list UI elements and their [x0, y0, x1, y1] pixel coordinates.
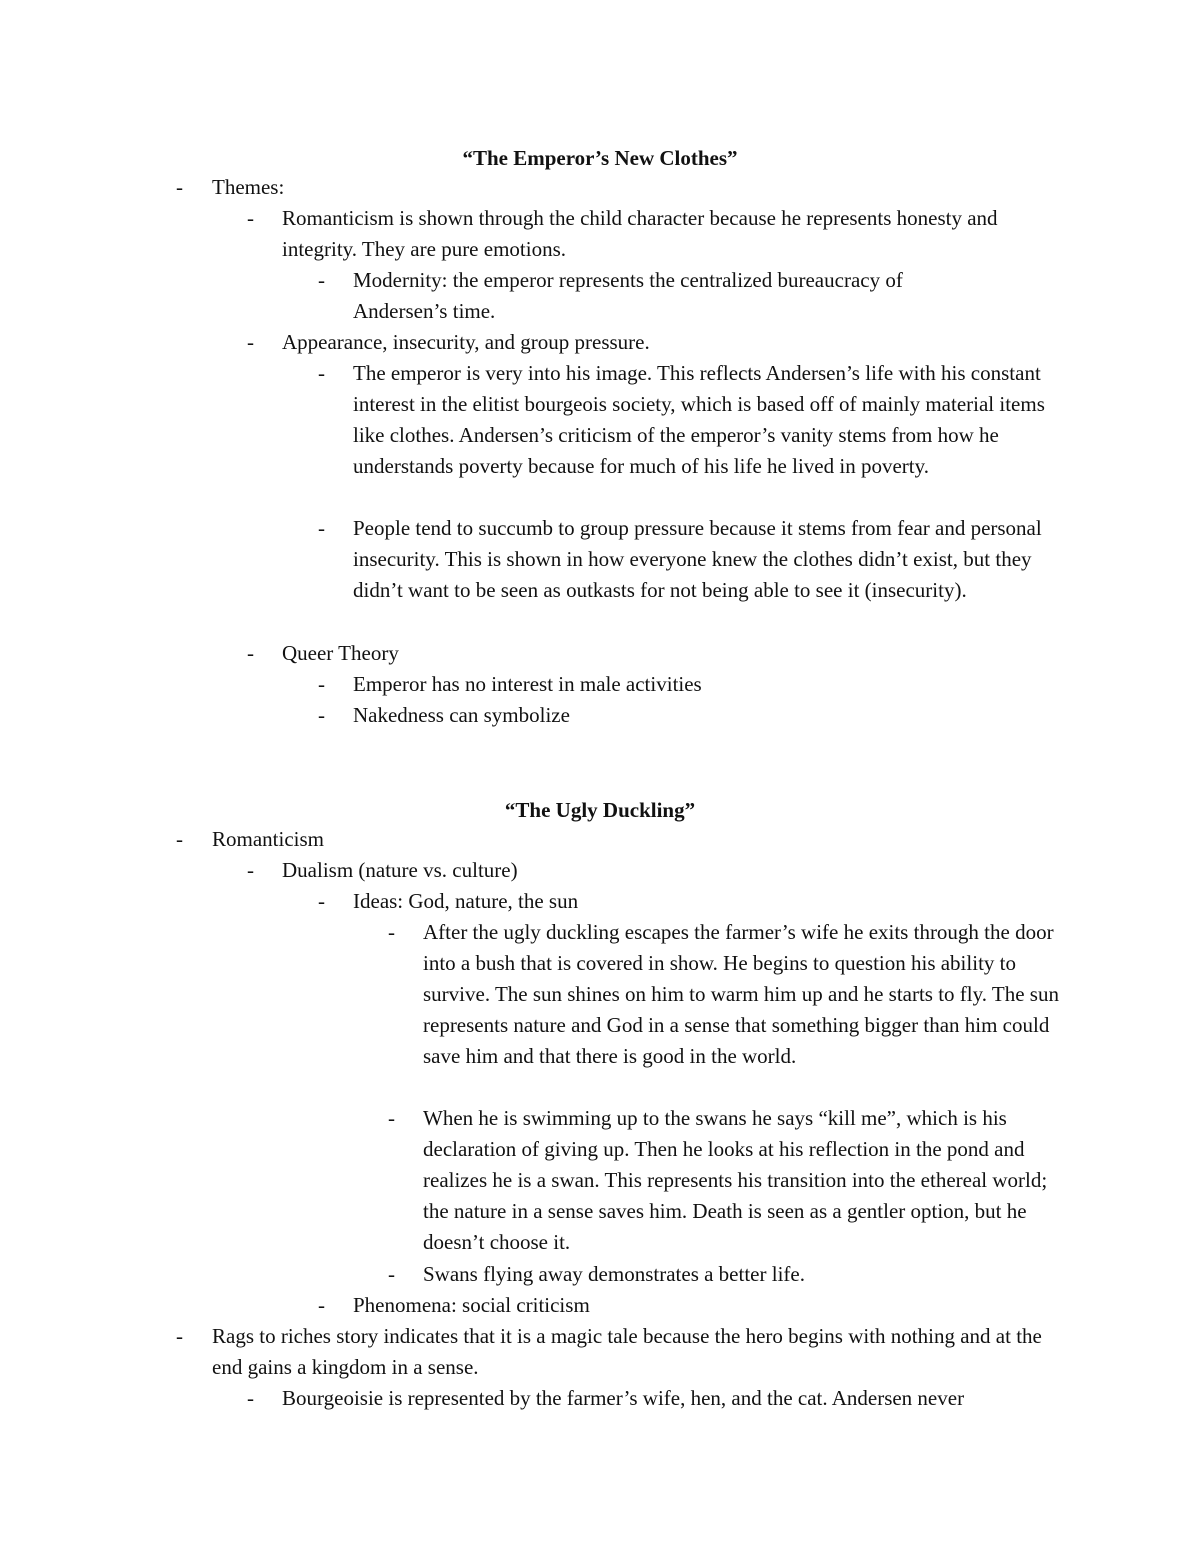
- list-item: [176, 824, 1076, 855]
- bullet-dash: -: [318, 889, 325, 913]
- list-item: [318, 265, 998, 327]
- list-item: [318, 886, 1078, 917]
- bullet-dash: -: [388, 1262, 395, 1286]
- list-item-text: Phenomena: social criticism: [353, 1293, 590, 1317]
- list-item-text: Themes:: [212, 175, 285, 199]
- list-item-text: Dualism (nature vs. culture): [282, 858, 518, 882]
- list-item-text: Rags to riches story indicates that it is a magic tale because the hero begins with nothing and at the end gains a kingdom in a sense.: [212, 1324, 1042, 1379]
- bullet-dash: -: [318, 516, 325, 540]
- bullet-dash: -: [247, 1386, 254, 1410]
- bullet-dash: -: [318, 703, 325, 727]
- list-item-text: Emperor has no interest in male activities: [353, 672, 702, 696]
- list-item: [247, 1383, 1087, 1414]
- list-item-text: Nakedness can symbolize: [353, 703, 570, 727]
- bullet-dash: -: [318, 1293, 325, 1317]
- list-item-text: People tend to succumb to group pressure because it stems from fear and personal insecurity. This is shown in how everyone knew the clothes didn’t exist, but they didn’t want to be seen as outkasts for not being able to see it (insecurity).: [353, 516, 1042, 602]
- list-item-text: Appearance, insecurity, and group pressure.: [282, 330, 650, 354]
- list-item: [388, 1103, 1068, 1258]
- bullet-dash: -: [388, 1106, 395, 1130]
- list-item-text: Ideas: God, nature, the sun: [353, 889, 579, 913]
- list-item-text: Romanticism is shown through the child character because he represents honesty and integrity. They are pure emotions.: [282, 206, 998, 261]
- list-item: [318, 700, 1078, 731]
- list-item: [176, 172, 1076, 203]
- list-item-text: Modernity: the emperor represents the centralized bureaucracy of Andersen’s time.: [353, 268, 903, 323]
- list-item: [247, 855, 1077, 886]
- bullet-dash: -: [247, 206, 254, 230]
- list-item: [318, 513, 1058, 606]
- bullet-dash: -: [247, 330, 254, 354]
- list-item: [176, 1321, 1056, 1383]
- list-item: [318, 358, 1058, 482]
- list-item: [318, 669, 1078, 700]
- list-item-text: Romanticism: [212, 827, 324, 851]
- list-item: [388, 917, 1068, 1072]
- bullet-dash: -: [247, 858, 254, 882]
- bullet-dash: -: [318, 672, 325, 696]
- list-item-text: The emperor is very into his image. This reflects Andersen’s life with his constant interest in the elitist bourgeois society, which is based off of mainly material items like clothes. Andersen’s criticism of the emperor’s vanity stems from how he understands poverty because for much of his life he lived in poverty.: [353, 361, 1045, 478]
- bullet-dash: -: [247, 641, 254, 665]
- list-item: [247, 638, 1077, 669]
- bullet-dash: -: [176, 827, 183, 851]
- list-item-text: Queer Theory: [282, 641, 399, 665]
- list-item-text: Bourgeoisie is represented by the farmer’s wife, hen, and the cat. Andersen never: [282, 1386, 965, 1410]
- list-item: [318, 1290, 1078, 1321]
- bullet-dash: -: [176, 1324, 183, 1348]
- list-item: [388, 1259, 1068, 1290]
- section-title-emperor: “The Emperor’s New Clothes”: [462, 146, 738, 170]
- list-item: [247, 203, 1057, 265]
- list-item-text: Swans flying away demonstrates a better life.: [423, 1262, 805, 1286]
- bullet-dash: -: [176, 175, 183, 199]
- list-item: [247, 327, 1077, 358]
- bullet-dash: -: [318, 361, 325, 385]
- list-item-text: When he is swimming up to the swans he says “kill me”, which is his declaration of giving up. Then he looks at his reflection in the pond and realizes he is a swan. This represents his transition into the ethereal world; the nature in a sense saves him. Death is seen as a gentler option, but he doesn’t choose it.: [423, 1106, 1048, 1254]
- list-item-text: After the ugly duckling escapes the farmer’s wife he exits through the door into a bush that is covered in show. He begins to question his ability to survive. The sun shines on him to warm him up and he starts to fly. The sun represents nature and God in a sense that something bigger than him could save him and that there is good in the world.: [423, 920, 1059, 1068]
- bullet-dash: -: [318, 268, 325, 292]
- bullet-dash: -: [388, 920, 395, 944]
- section-title-ugly-duckling: “The Ugly Duckling”: [504, 798, 696, 822]
